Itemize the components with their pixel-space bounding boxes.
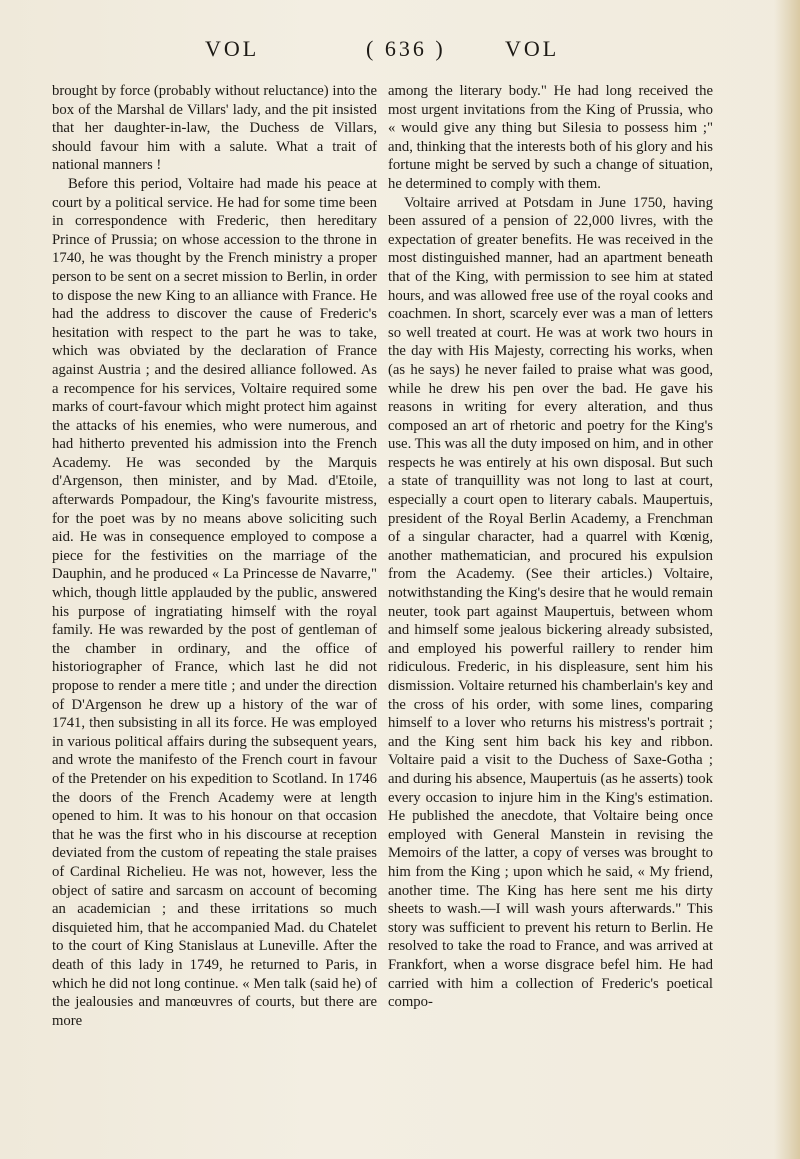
- left-paragraph-2: Before this period, Voltaire had made his peace at court by a political service. He had for some time been in correspondence with Frederic, then hereditary Prince of Prussia; on whose accession to the throne in 1740, he was thought by the French ministry a proper person to be sent on a secret mission to Berlin, in order to dispose the new King to an alliance with France. He had the address to discover the cause of Frederic's hesitation with respect to the part he was to take, which was obviated by the declaration of France against Austria ; and the desired alliance followed. As a recompence for his services, Voltaire required some marks of court-favour which might protect him against the attacks of his enemies, who were numerous, and had hitherto prevented his admission into the French Academy. He was seconded by the Marquis d'Argenson, then minister, and by Mad. d'Etoile, afterwards Pompadour, the King's favourite mistress, for the poet was by no means above soliciting such aid. He was in consequence employed to compose a piece for the festivities on the marriage of the Dauphin, and he produced « La Princesse de Navarre," which, though little applauded by the public, answered his purpose of ingratiating himself with the royal family. He was rewarded by the post of gentleman of the chamber in ordinary, and the office of historiographer of France, which last he did not propose to render a mere title ; and under the direction of D'Argenson he drew up a history of the war of 1741, then subsisting in all its force. He was employed in various political affairs during the subsequent years, and wrote the manifesto of the French court in favour of the Pretender on his expedition to Scotland. In 1746 the doors of the French Academy were at length opened to him. It was to his honour on that occasion that he was the first who in his discourse at reception deviated from the custom of repeating the stale praises of Cardinal Richelieu. He was not, however, less the object of satire and sarcasm on account of becoming an academician ; and these irritations so much disquieted him, that he accompanied Mad. du Chatelet to the court of King Stanislaus at Luneville. After the death of this lady in 1749, he returned to Paris, in which he did not long continue. « Men talk (said he) of the jealousies and manœuvres of courts, but there are more: [52, 175, 377, 1029]
- left-column: [52, 82, 377, 1030]
- right-paragraph-1: among the literary body." He had long received the most urgent invitations from the King of Prussia, who « would give any thing but Silesia to possess him ;" and, thinking that the interests both of his glory and his fortune might be served by such a change of situation, he determined to comply with them.: [388, 83, 713, 192]
- header-left-word: VOL: [205, 36, 260, 61]
- right-paragraph-2: Voltaire arrived at Potsdam in June 1750, having been assured of a pension of 22,000 livres, with the expectation of greater benefits. He was received in the most distinguished manner, had an apartment beneath that of the King, with permission to see him at stated hours, and was allowed free use of the royal cooks and coachmen. In short, scarcely ever was a man of letters so well treated at court. He was at work two hours in the day with His Majesty, correcting his works, when (as he says) he never failed to praise what was good, while he drew his pen over the bad. He gave his reasons in writing for every alteration, and thus composed an art of rhetoric and poetry for the King's use. This was all the duty imposed on him, and in other respects he was entirely at his own disposal. But such a state of tranquillity was not long to last at court, especially a court open to literary cabals. Maupertuis, president of the Royal Berlin Academy, a Frenchman of a singular character, had a quarrel with Kœnig, another mathematician, and procured his expulsion from the Academy. (See their articles.) Voltaire, notwithstanding the King's desire that he would remain neuter, took part against Maupertuis, between whom and himself some jealous bickering already subsisted, and employed his powerful raillery to render him ridiculous. Frederic, in his displeasure, sent him his dismission. Voltaire returned his chamberlain's key and the cross of his order, with some lines, comparing himself to a lover who returns his mistress's portrait ; and the King sent him back his key and ribbon. Voltaire paid a visit to the Duchess of Saxe-Gotha ; and during his absence, Maupertuis (as he asserts) took every occasion to injure him in the King's estimation. He published the anecdote, that Voltaire being once employed with General Manstein in revising the Memoirs of the latter, a copy of verses was brought to him from the King ; upon which he said, « My friend, another time. The King has here sent me his dirty sheets to wash.—I will wash yours afterwards." This story was sufficient to prevent his return to Berlin. He resolved to take the road to France, and was arrived at Frankfort, when a worse disgrace befel him. He had carried with him a collection of Frederic's poetical compo-: [388, 194, 713, 1011]
- left-paragraph-1: brought by force (probably without reluctance) into the box of the Marshal de Villars' lady, and the pit insisted that her daughter-in-law, the Duchess de Villars, should favour him with a salute. What a trait of national manners !: [52, 83, 377, 174]
- header-right-word: VOL: [505, 36, 560, 61]
- page-number: ( 636 ): [366, 36, 446, 61]
- running-header: [0, 36, 800, 66]
- right-column: [388, 82, 713, 1012]
- page-edge-stain: [774, 0, 800, 1159]
